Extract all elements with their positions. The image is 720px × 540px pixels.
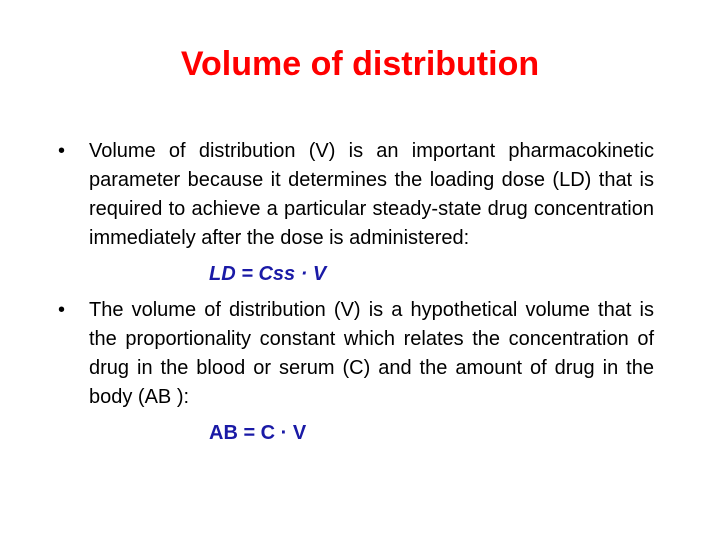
bullet-icon: •	[58, 299, 66, 321]
bullet-text-2: The volume of distribution (V) is a hypothetical volume that is the proportionality constant which relates the concentration of drug in the blood or serum (C) and the amount of drug in the body (AB ):	[89, 299, 654, 408]
loading-dose-formula: LD = Css · V	[209, 263, 327, 285]
bullet-item-1	[58, 137, 654, 253]
slide-title: Volume of distribution	[180, 45, 540, 83]
bullet-item-2	[58, 296, 654, 412]
formula-item-2	[58, 419, 654, 448]
bullet-text-1: Volume of distribution (V) is an important pharmacokinetic parameter because it determines the loading dose (LD) that is required to achieve a particular steady-state drug concentration immediately after the dose is administered:	[89, 140, 654, 249]
bullet-icon: •	[58, 140, 66, 162]
bullet-list	[58, 137, 654, 455]
amount-in-body-formula: AB = C · V	[209, 422, 307, 444]
formula-item-1	[58, 260, 654, 289]
